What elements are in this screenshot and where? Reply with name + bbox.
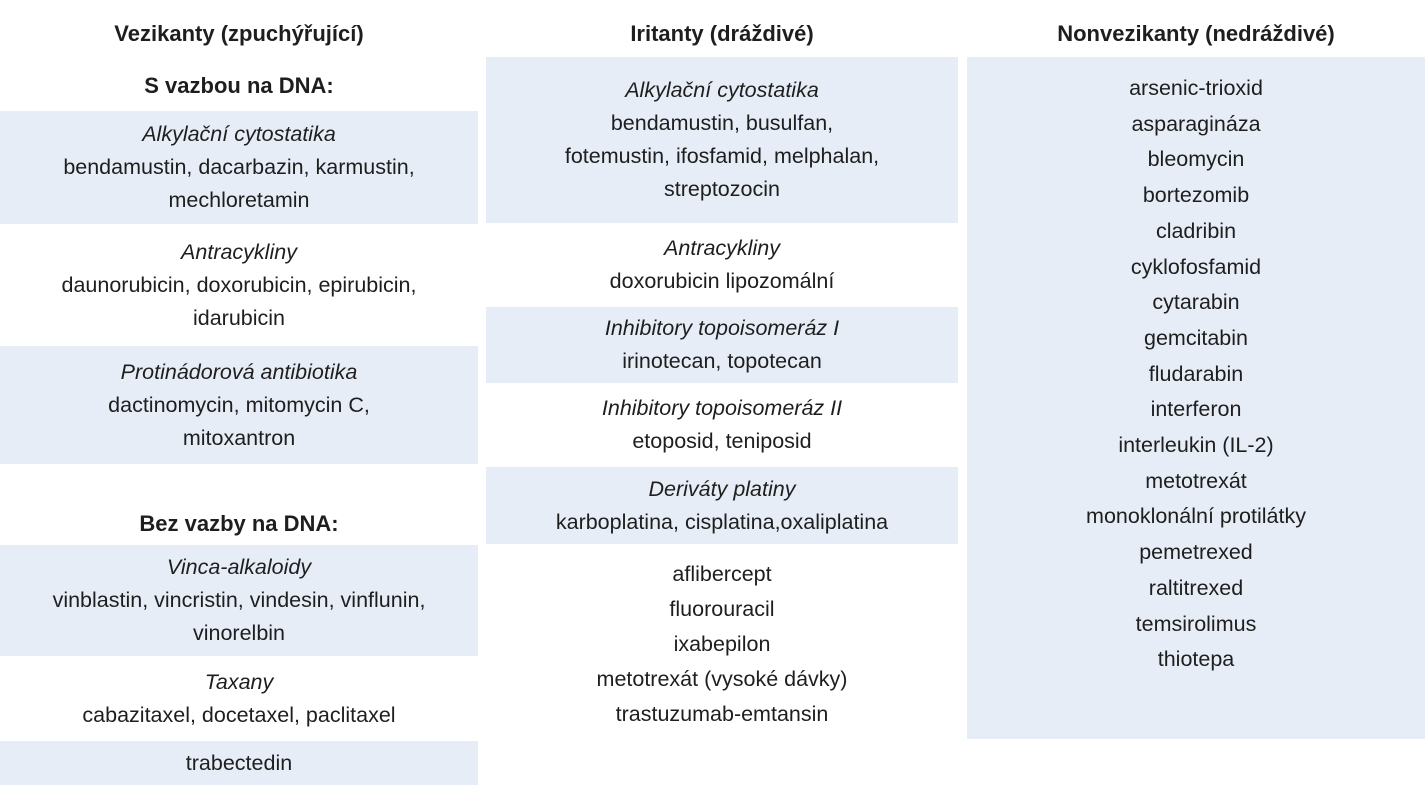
drug-line: karboplatina, cisplatina,oxaliplatina bbox=[555, 509, 889, 534]
column-header: Vezikanty (zpuchýřující) bbox=[114, 21, 364, 46]
drug-line: cytarabin bbox=[1152, 290, 1240, 315]
drug-line: trabectedin bbox=[185, 750, 293, 775]
drug-line: metotrexát bbox=[1145, 468, 1247, 493]
drug-line: interleukin (IL-2) bbox=[1118, 433, 1274, 458]
drug-line: bortezomib bbox=[1142, 183, 1250, 208]
drug-line: thiotepa bbox=[1157, 647, 1235, 672]
column-header: Iritanty (dráždivé) bbox=[630, 21, 814, 46]
drug-line: aflibercept bbox=[672, 561, 772, 586]
drug-line: idarubicin bbox=[192, 305, 286, 330]
drug-line: fotemustin, ifosfamid, melphalan, bbox=[564, 144, 880, 168]
category-label: Protinádorová antibiotika bbox=[120, 359, 358, 384]
drug-line: doxorubicin lipozomální bbox=[609, 269, 835, 293]
drug-line: bendamustin, busulfan, bbox=[610, 111, 834, 135]
group-alkylacni bbox=[486, 57, 958, 223]
group-alkylacni bbox=[0, 111, 478, 224]
column-nonvezikanty bbox=[967, 0, 1425, 800]
drug-line: bleomycin bbox=[1147, 147, 1245, 172]
section-heading-dna: S vazbou na DNA: bbox=[144, 73, 334, 98]
group-taxany bbox=[0, 662, 478, 736]
category-label: Vinca-alkaloidy bbox=[166, 555, 312, 579]
group-platina bbox=[486, 467, 958, 544]
section-heading-no-dna: Bez vazby na DNA: bbox=[139, 511, 339, 536]
drug-line: temsirolimus bbox=[1135, 611, 1257, 636]
drug-line: gemcitabin bbox=[1144, 325, 1248, 350]
group-vinca bbox=[0, 545, 478, 656]
drug-line: fludarabin bbox=[1148, 361, 1244, 386]
drug-line: ixabepilon bbox=[673, 631, 771, 656]
drug-line: pemetrexed bbox=[1139, 540, 1253, 565]
drug-line: cabazitaxel, docetaxel, paclitaxel bbox=[82, 703, 396, 727]
drug-line: mechloretamin bbox=[168, 188, 310, 212]
drug-line: cyklofosfamid bbox=[1130, 254, 1262, 279]
drug-line: vinorelbin bbox=[192, 621, 286, 645]
column-iritanty bbox=[486, 0, 958, 800]
drug-line: raltitrexed bbox=[1148, 575, 1244, 600]
group-protinadorova bbox=[0, 346, 478, 464]
category-label: Deriváty platiny bbox=[648, 476, 796, 501]
column-header: Nonvezikanty (nedráždivé) bbox=[1057, 21, 1335, 46]
group-topo1 bbox=[486, 307, 958, 383]
category-label: Antracykliny bbox=[664, 236, 780, 260]
category-label: Inhibitory topoisomeráz II bbox=[601, 396, 843, 420]
drug-line: metotrexát (vysoké dávky) bbox=[596, 666, 848, 691]
drug-line: streptozocin bbox=[664, 177, 780, 201]
group-antracykliny bbox=[0, 229, 478, 341]
drug-line: trastuzumab-emtansin bbox=[615, 701, 829, 726]
drug-line: monoklonální protilátky bbox=[1086, 504, 1306, 529]
drug-line: mitoxantron bbox=[182, 425, 296, 450]
drug-line: dactinomycin, mitomycin C, bbox=[108, 392, 370, 417]
category-label: Alkylační cytostatika bbox=[142, 122, 336, 146]
drug-line: bendamustin, dacarbazin, karmustin, bbox=[63, 155, 415, 179]
group-topo2 bbox=[486, 388, 958, 462]
group-trabectedin bbox=[0, 741, 478, 785]
drug-line: interferon bbox=[1150, 397, 1242, 422]
drug-line: cladribin bbox=[1155, 218, 1237, 243]
column-vezikanty bbox=[0, 0, 478, 800]
category-label: Antracykliny bbox=[181, 239, 297, 264]
group-nonvezikanty-list bbox=[967, 57, 1425, 739]
drug-line: asparagináza bbox=[1131, 111, 1261, 136]
drug-line: daunorubicin, doxorubicin, epirubicin, bbox=[61, 272, 417, 297]
group-antracykliny bbox=[486, 228, 958, 302]
drug-line: fluorouracil bbox=[669, 596, 775, 621]
drug-line: etoposid, teniposid bbox=[632, 429, 812, 453]
drug-line: arsenic-trioxid bbox=[1129, 76, 1263, 100]
category-label: Taxany bbox=[204, 670, 274, 694]
drug-line: irinotecan, topotecan bbox=[622, 349, 822, 373]
category-label: Inhibitory topoisomeráz I bbox=[604, 316, 840, 340]
drug-line: vinblastin, vincristin, vindesin, vinflunin, bbox=[52, 588, 426, 612]
category-label: Alkylační cytostatika bbox=[625, 78, 819, 102]
group-other bbox=[486, 555, 958, 733]
